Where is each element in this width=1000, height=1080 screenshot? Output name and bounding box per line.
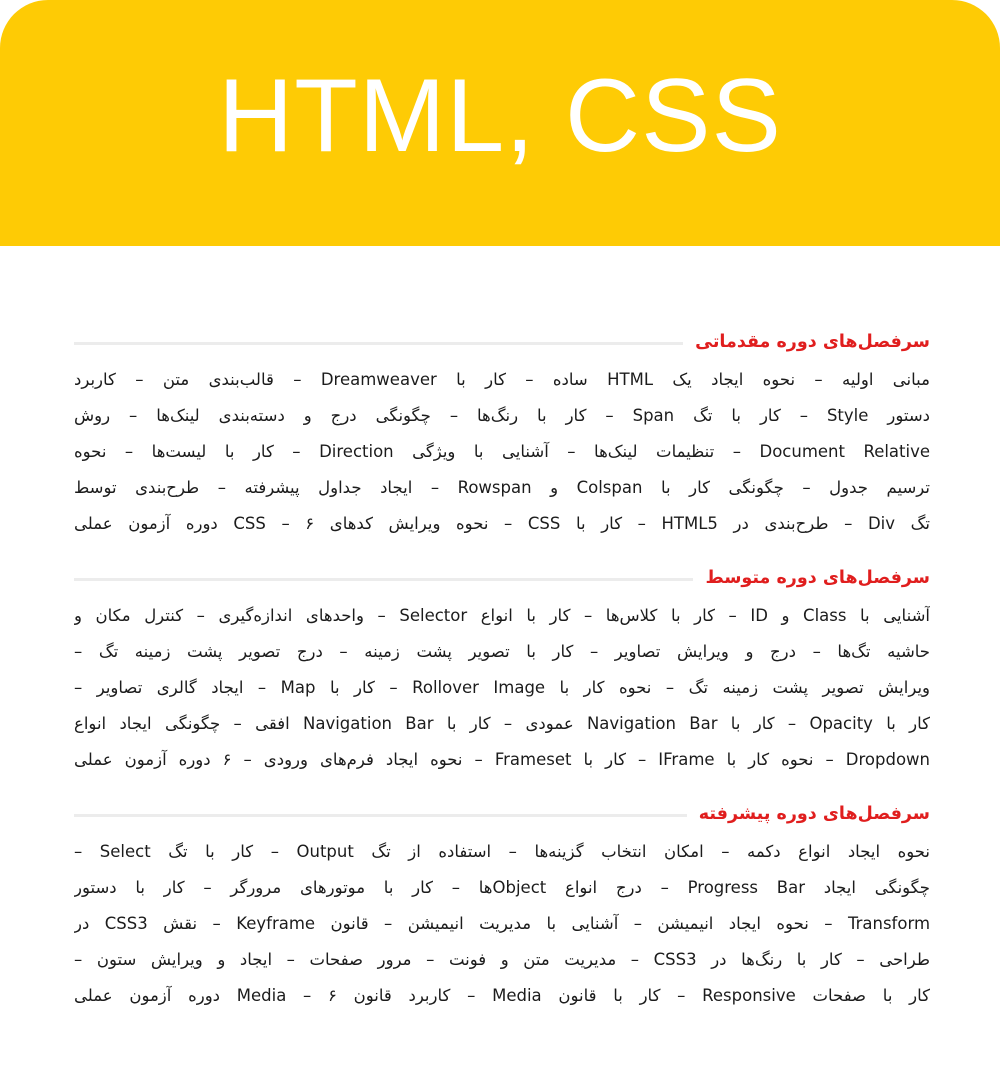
section-heading-row bbox=[74, 798, 930, 830]
section-text-line: کار با Opacity – کار با Navigation Bar عمودی – کار با Navigation Bar افقی – چگونگی ایجاد انواع bbox=[74, 714, 930, 733]
section-text-line: چگونگی ایجاد Progress Bar – درج انواع Objectها – کار با موتورهای مرورگر – کار با دستور bbox=[74, 878, 930, 897]
section-text-line: Document Relative – تنظیمات لینک‌ها – آشنایی با ویژگی Direction – کار با لیست‌ها – نحوه bbox=[74, 442, 930, 461]
section-title: سرفصل‌های دوره متوسط bbox=[705, 568, 930, 588]
section-text-line: آشنایی با Class و ID – کار با کلاس‌ها – کار با انواع Selector – واحدهای اندازه‌گیری – کنترل مکان و bbox=[74, 606, 930, 625]
section-text-line: مبانی اولیه – نحوه ایجاد یک HTML ساده – کار با Dreamweaver – قالب‌بندی متن – کاربرد bbox=[74, 370, 930, 389]
section-divider bbox=[74, 342, 683, 345]
section-advanced bbox=[74, 798, 930, 1014]
section-text-line: نحوه ایجاد انواع دکمه – امکان انتخاب گزینه‌ها – استفاده از تگ Output – کار با تگ Select – bbox=[74, 842, 930, 861]
section-divider bbox=[74, 814, 687, 817]
section-text-line: Dropdown – نحوه کار با IFrame – کار با Frameset – نحوه ایجاد فرم‌های ورودی – ۶ دوره آزمون عملی bbox=[74, 750, 930, 769]
section-intermediate bbox=[74, 562, 930, 778]
section-body bbox=[74, 598, 930, 778]
section-title: سرفصل‌های دوره پیشرفته bbox=[698, 804, 930, 824]
section-text-line: Transform – نحوه ایجاد انیمیشن – آشنایی با مدیریت انیمیشن – قانون Keyframe – نقش CSS3 در bbox=[74, 914, 930, 933]
section-body bbox=[74, 834, 930, 1014]
section-title: سرفصل‌های دوره مقدماتی bbox=[695, 332, 930, 352]
section-text-line: تگ Div – طرح‌بندی در HTML5 – کار با CSS – نحوه ویرایش کدهای CSS – ۶ دوره آزمون عملی bbox=[74, 514, 930, 533]
section-text-line: دستور Style – کار با تگ Span – کار با رنگ‌ها – چگونگی درج و دسته‌بندی لینک‌ها – روش bbox=[74, 406, 930, 425]
section-beginner bbox=[74, 326, 930, 542]
section-text-line: طراحی – کار با رنگ‌ها در CSS3 – مدیریت متن و فونت – مرور صفحات – ایجاد و ویرایش ستون – bbox=[74, 950, 930, 969]
page-title: HTML, CSS bbox=[218, 57, 782, 174]
section-divider bbox=[74, 578, 693, 581]
section-body bbox=[74, 362, 930, 542]
section-text-line: کار با صفحات Responsive – کار با قانون Media – کاربرد قانون Media – ۶ دوره آزمون عملی bbox=[74, 986, 930, 1005]
section-heading-row bbox=[74, 562, 930, 594]
section-text-line: ترسیم جدول – چگونگی کار با Colspan و Rowspan – ایجاد جداول پیشرفته – طرح‌بندی توسط bbox=[74, 478, 930, 497]
section-text-line: ویرایش تصویر پشت زمینه تگ – نحوه کار با Rollover Image – کار با Map – ایجاد گالری تصاویر – bbox=[74, 678, 930, 697]
header-banner bbox=[0, 0, 1000, 246]
section-heading-row bbox=[74, 326, 930, 358]
section-text-line: حاشیه تگ‌ها – درج و ویرایش تصاویر – کار با تصویر پشت زمینه – درج تصویر پشت زمینه تگ – bbox=[74, 642, 930, 661]
